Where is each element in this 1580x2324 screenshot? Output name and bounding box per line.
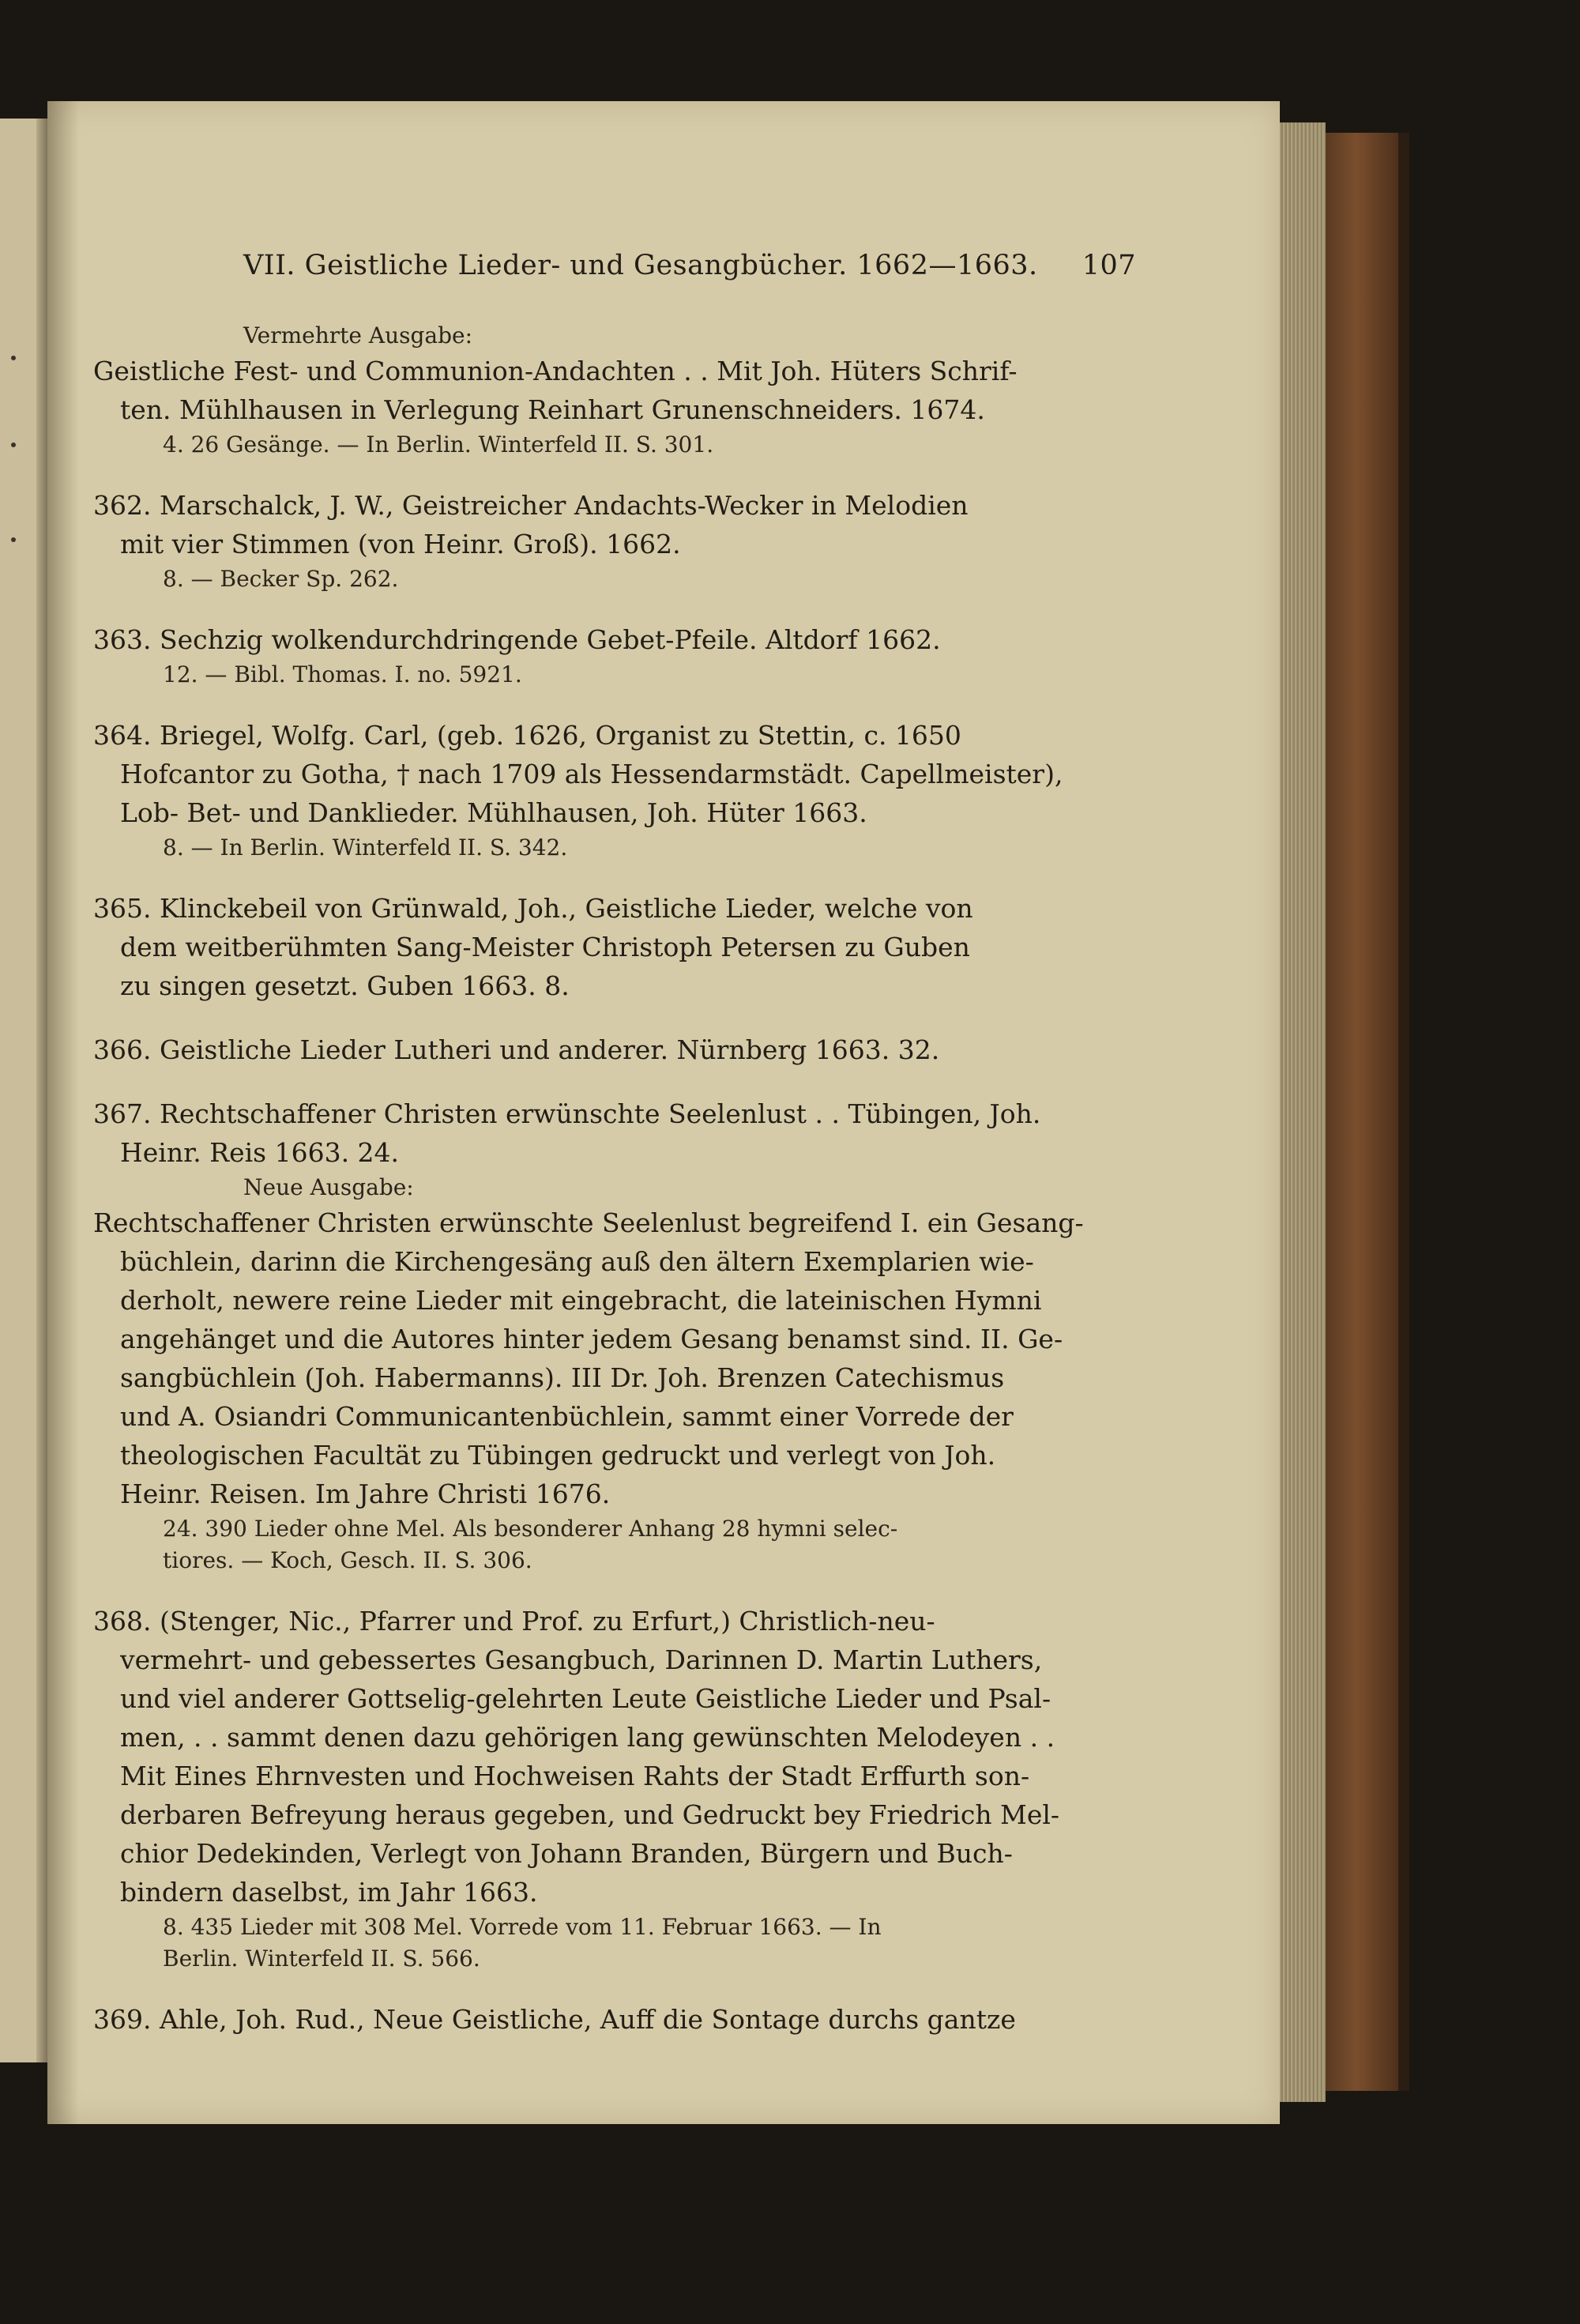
entry-368 <box>93 1602 1136 1975</box>
margin-mark <box>11 443 16 447</box>
entry-line: ten. Mühlhausen in Verlegung Reinhart Grunenschneiders. 1674. <box>120 394 985 425</box>
entry-line: Rechtschaffener Christen erwünschte Seelenlust begreifend I. ein Gesang- <box>93 1207 1084 1238</box>
entry-line: Mit Eines Ehrnvesten und Hochweisen Rahts der Stadt Erffurth son- <box>120 1761 1030 1791</box>
entry-line: derholt, newere reine Lieder mit eingebracht, die lateinischen Hymni <box>120 1285 1042 1316</box>
entry-line: theologischen Facultät zu Tübingen gedruckt und verlegt von Joh. <box>120 1440 996 1471</box>
entry-line: bindern daselbst, im Jahr 1663. <box>120 1877 538 1908</box>
entry-367 <box>93 1094 1136 1576</box>
entry-line: 362. Marschalck, J. W., Geistreicher Andachts-Wecker in Melodien <box>93 490 969 521</box>
entry-note: 8. — Becker Sp. 262. <box>163 566 399 592</box>
margin-mark <box>11 356 16 360</box>
entry-note: 24. 390 Lieder ohne Mel. Als besonderer Anhang 28 hymni selec- <box>163 1516 898 1542</box>
edition-label: Neue Ausgabe: <box>243 1174 414 1200</box>
entry-line: sangbüchlein (Joh. Habermanns). III Dr. Joh. Brenzen Catechismus <box>120 1362 1005 1393</box>
entry-note: 8. — In Berlin. Winterfeld II. S. 342. <box>163 834 568 861</box>
entry-line: Hofcantor zu Gotha, † nach 1709 als Hessendarmstädt. Capellmeister), <box>120 759 1063 789</box>
entry-note: 4. 26 Gesänge. — In Berlin. Winterfeld II. S. 301. <box>163 431 714 458</box>
entry-369 <box>93 2000 1136 2039</box>
entry-line: 369. Ahle, Joh. Rud., Neue Geistliche, Auff die Sontage durchs gantze <box>93 2004 1016 2035</box>
entry-line: Heinr. Reis 1663. 24. <box>120 1137 400 1168</box>
entry-363 <box>93 620 1136 691</box>
entry-line: büchlein, darinn die Kirchengesäng auß den ältern Exemplarien wie- <box>120 1246 1034 1277</box>
entry-line: dem weitberühmten Sang-Meister Christoph Petersen zu Guben <box>120 932 970 962</box>
margin-mark <box>11 537 16 542</box>
entry-line: derbaren Befreyung heraus gegeben, und Gedruckt bey Friedrich Mel- <box>120 1799 1060 1830</box>
page-gutter-shadow <box>47 101 79 2124</box>
edition-label: Vermehrte Ausgabe: <box>243 322 473 348</box>
entry-line: 367. Rechtschaffener Christen erwünschte Seelenlust . . Tübingen, Joh. <box>93 1098 1041 1129</box>
entry-line: 363. Sechzig wolkendurchdringende Gebet-Pfeile. Altdorf 1662. <box>93 624 941 655</box>
entry-line: 364. Briegel, Wolfg. Carl, (geb. 1626, Organist zu Stettin, c. 1650 <box>93 720 961 751</box>
entry-line: 365. Klinckebeil von Grünwald, Joh., Geistliche Lieder, welche von <box>93 893 973 924</box>
book-cover-board <box>1326 133 1401 2091</box>
entry-line: mit vier Stimmen (von Heinr. Groß). 1662. <box>120 529 681 559</box>
entry-line: angehänget und die Autores hinter jedem Gesang benamst sind. II. Ge- <box>120 1324 1063 1354</box>
entry-line: Geistliche Fest- und Communion-Andachten . . Mit Joh. Hüters Schrif- <box>93 356 1018 386</box>
entry-line: Heinr. Reisen. Im Jahre Christi 1676. <box>120 1478 611 1509</box>
entry-line: chior Dedekinden, Verlegt von Johann Branden, Bürgern und Buch- <box>120 1838 1013 1869</box>
entry-365 <box>93 889 1136 1005</box>
entry-364 <box>93 716 1136 864</box>
entry-continuation <box>93 320 1136 461</box>
entry-366 <box>93 1030 1136 1069</box>
entry-line: men, . . sammt denen dazu gehörigen lang gewünschten Melodeyen . . <box>120 1722 1055 1753</box>
entry-note: Berlin. Winterfeld II. S. 566. <box>163 1945 480 1972</box>
entry-line: Lob- Bet- und Danklieder. Mühlhausen, Joh. Hüter 1663. <box>120 797 867 828</box>
entry-362 <box>93 486 1136 595</box>
entry-note: tiores. — Koch, Gesch. II. S. 306. <box>163 1547 532 1573</box>
page-number: 107 <box>1082 250 1136 281</box>
running-header <box>243 247 1136 285</box>
entry-line: und A. Osiandri Communicantenbüchlein, sammt einer Vorrede der <box>120 1401 1014 1432</box>
page-fore-edge <box>1280 122 1326 2102</box>
entry-line: 368. (Stenger, Nic., Pfarrer und Prof. zu Erfurt,) Christlich-neu- <box>93 1606 935 1637</box>
entry-line: 366. Geistliche Lieder Lutheri und anderer. Nürnberg 1663. 32. <box>93 1034 940 1065</box>
entry-note: 12. — Bibl. Thomas. I. no. 5921. <box>163 661 522 687</box>
book-cover-edge <box>1398 133 1409 2091</box>
entry-line: und viel anderer Gottselig-gelehrten Leute Geistliche Lieder und Psal- <box>120 1683 1051 1714</box>
entry-line: zu singen gesetzt. Guben 1663. 8. <box>120 970 570 1001</box>
section-title: VII. Geistliche Lieder- und Gesangbücher. 1662—1663. <box>243 250 1038 281</box>
text-block <box>93 247 1136 2064</box>
entry-note: 8. 435 Lieder mit 308 Mel. Vorrede vom 11. Februar 1663. — In <box>163 1914 882 1940</box>
entry-line: vermehrt- und gebessertes Gesangbuch, Darinnen D. Martin Luthers, <box>120 1644 1043 1675</box>
